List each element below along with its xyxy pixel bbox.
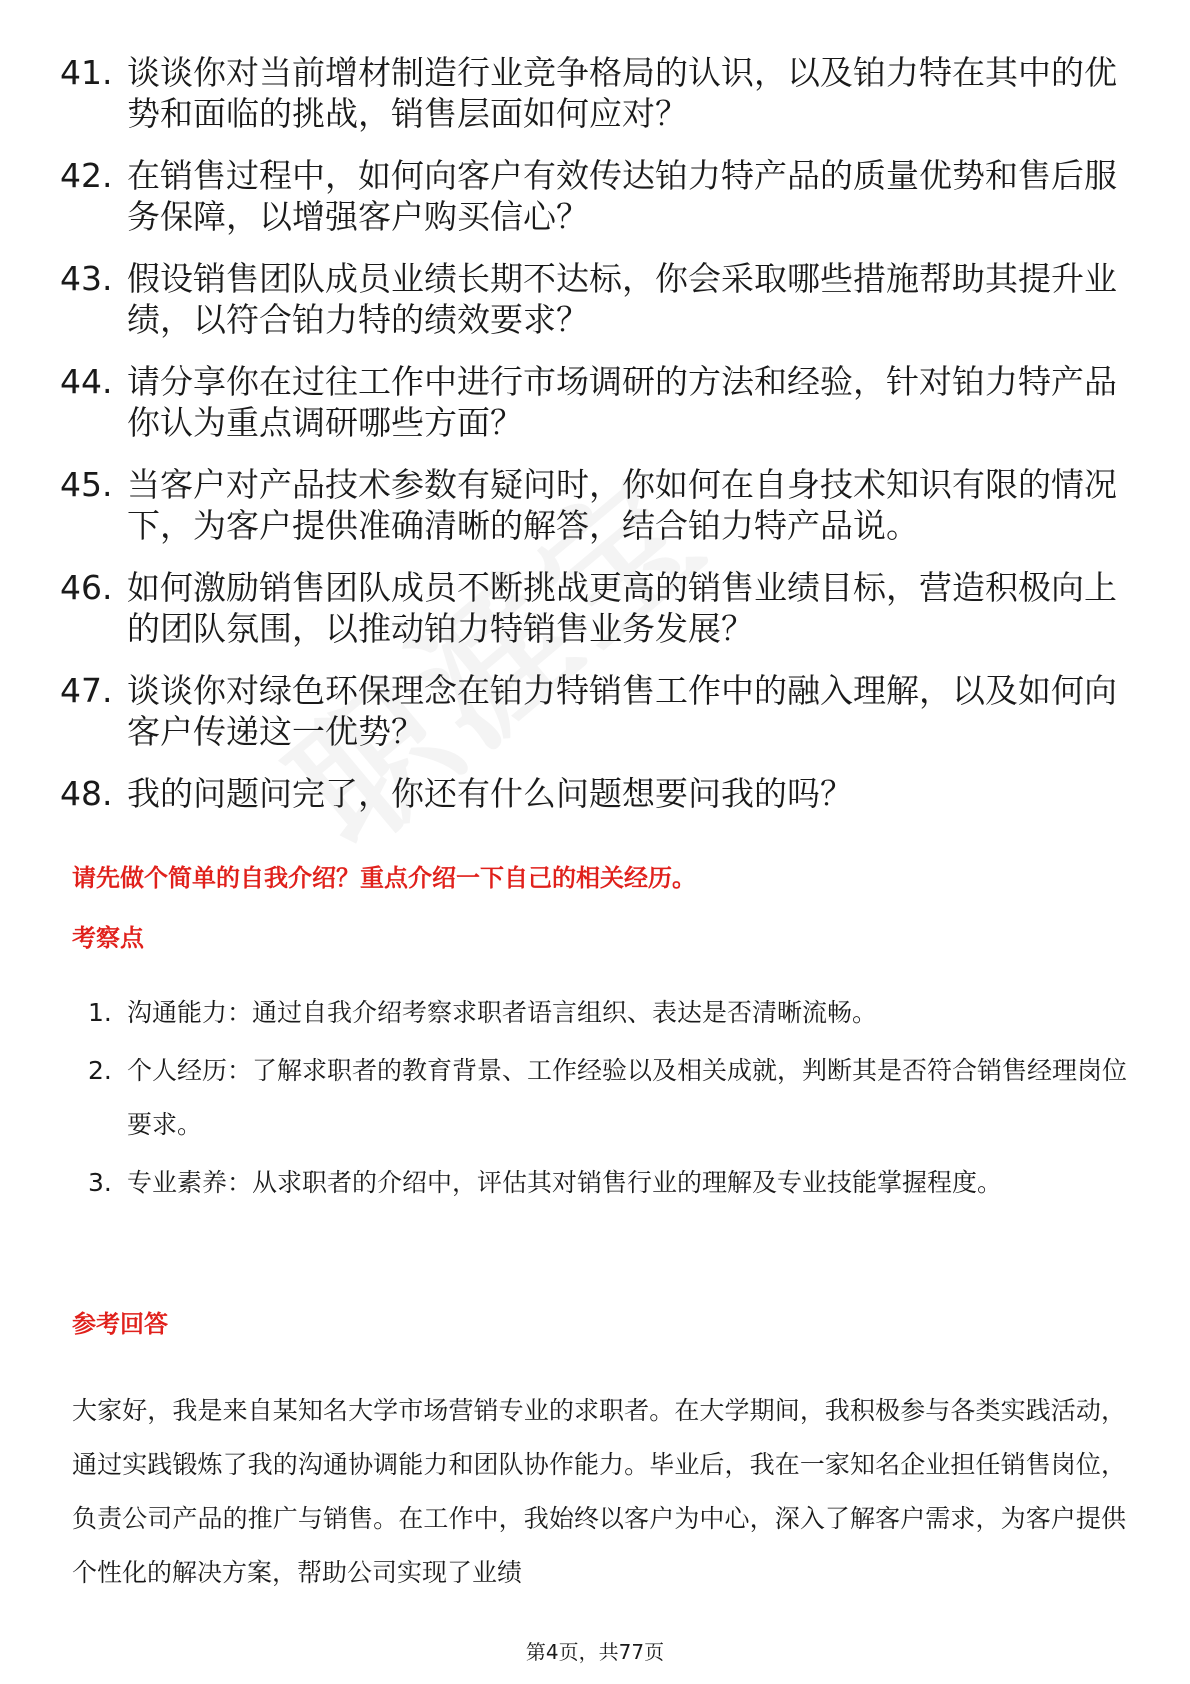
answer-heading: 参考回答 [72,1310,168,1338]
question-text: 谈谈你对当前增材制造行业竞争格局的认识，以及铂力特在其中的优势和面临的挑战，销售层面如何应对？ [127,53,1117,133]
reference-answer: 大家好，我是来自某知名大学市场营销专业的求职者。在大学期间，我积极参与各类实践活动，通过实践锻炼了我的沟通协调能力和团队协作能力。毕业后，我在一家知名企业担任销售岗位，负责公司产品的推广与销售。在工作中，我始终以客户为中心，深入了解客户需求，为客户提供个性化的解决方案，帮助公司实现了业绩 [72,1396,1126,1587]
question-text: 请分享你在过往工作中进行市场调研的方法和经验，针对铂力特产品你认为重点调研哪些方面？ [127,362,1117,442]
question-number: 41. [60,53,113,92]
question-text: 谈谈你对绿色环保理念在铂力特销售工作中的融入理解，以及如何向客户传递这一优势？ [127,671,1117,751]
points-heading: 考察点 [72,924,144,952]
question-number: 48. [60,774,113,813]
section-heading: 请先做个简单的自我介绍？重点介绍一下自己的相关经历。 [72,864,696,892]
question-number: 44. [60,362,113,401]
question-text: 如何激励销售团队成员不断挑战更高的销售业绩目标，营造积极向上的团队氛围，以推动铂力特销售业务发展？ [127,568,1117,648]
list-item [88,986,1128,1040]
point-number: 2. [88,1056,112,1085]
question-text: 在销售过程中，如何向客户有效传达铂力特产品的质量优势和售后服务保障，以增强客户购买信心？ [127,156,1117,236]
point-number: 3. [88,1168,112,1197]
question-list [60,52,1120,835]
list-item [60,155,1120,237]
list-item [60,361,1120,443]
point-text: 沟通能力：通过自我介绍考察求职者语言组织、表达是否清晰流畅。 [127,998,878,1027]
list-item [60,258,1120,340]
question-number: 47. [60,671,113,710]
question-number: 46. [60,568,113,607]
question-text: 我的问题问完了，你还有什么问题想要问我的吗？ [127,774,853,813]
point-text: 专业素养：从求职者的介绍中，评估其对销售行业的理解及专业技能掌握程度。 [127,1168,1003,1197]
list-item [60,567,1120,649]
question-number: 45. [60,465,113,504]
question-number: 43. [60,259,113,298]
page-number: 第4页，共77页 [525,1640,665,1664]
point-number: 1. [88,998,112,1027]
list-item [88,1156,1128,1210]
list-item [88,1044,1128,1152]
list-item [60,464,1120,546]
question-number: 42. [60,156,113,195]
list-item [60,773,1120,814]
question-text: 当客户对产品技术参数有疑问时，你如何在自身技术知识有限的情况下，为客户提供准确清晰的解答，结合铂力特产品说。 [127,465,1117,545]
point-text: 个人经历：了解求职者的教育背景、工作经验以及相关成就，判断其是否符合销售经理岗位要求。 [127,1056,1128,1139]
list-item [60,670,1120,752]
question-text: 假设销售团队成员业绩长期不达标，你会采取哪些措施帮助其提升业绩，以符合铂力特的绩效要求？ [127,259,1117,339]
assessment-points [88,986,1128,1214]
list-item [60,52,1120,134]
